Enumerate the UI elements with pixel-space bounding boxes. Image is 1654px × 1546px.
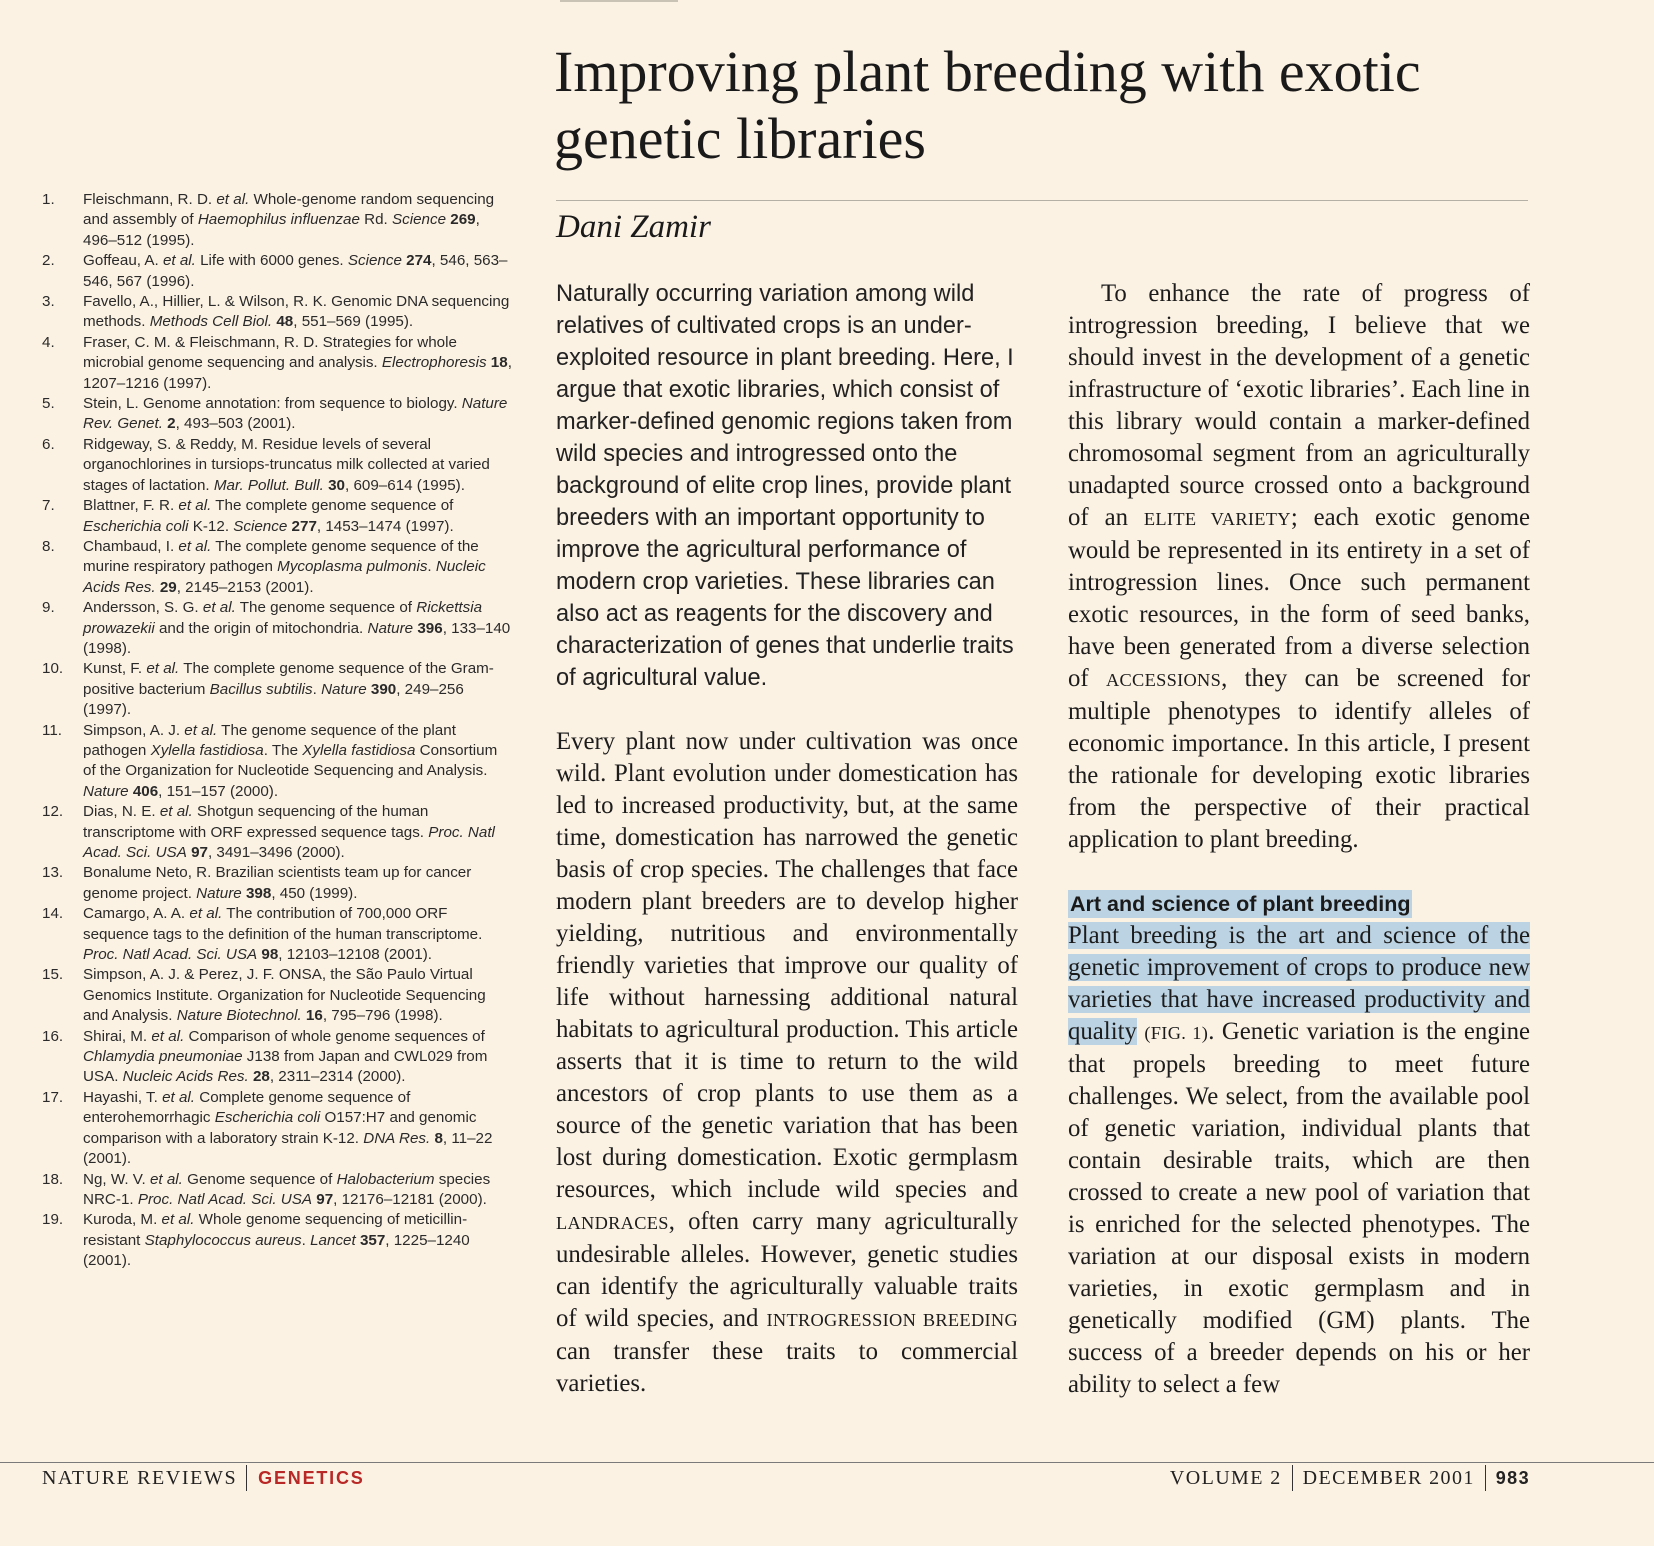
reference-text: Mar. Pollut. Bull. (213, 476, 324, 494)
reference-text: 269 (450, 211, 476, 229)
reference-text: 357 (359, 1231, 386, 1249)
reference-text: 398 (245, 884, 272, 902)
footer-page-number: 983 (1495, 1468, 1530, 1488)
reference-text: The genome sequence of the plant pathogen (83, 721, 456, 759)
reference-text: Bacillus subtilis (209, 680, 313, 698)
reference-text: Nucleic Acids Res. (122, 1068, 249, 1086)
reference-text: The contribution of 700,000 ORF sequence tags to the definition of the human transcriptome. (83, 905, 483, 943)
reference-number: 18. (42, 1170, 64, 1188)
reference-text: Kuroda, M. (83, 1211, 162, 1229)
reference-number: 1. (42, 191, 55, 208)
reference-text: Proc. Natl Acad. Sci. USA (83, 946, 258, 964)
reference-text: Blattner, F. R. (83, 497, 179, 515)
reference-text: et al. (159, 803, 193, 821)
figure-reference-link[interactable]: (FIG. 1) (1144, 1023, 1209, 1043)
reference-text: 97 (316, 1190, 334, 1208)
reference-text: Goffeau, A. (83, 252, 163, 270)
footer-journal-name: NATURE REVIEWS (42, 1467, 238, 1489)
footer-volume: VOLUME 2 (1169, 1467, 1282, 1489)
reference-item (42, 1210, 512, 1271)
reference-text: , 1225–1240 (2001). (83, 1231, 470, 1270)
reference-item (42, 333, 512, 394)
reference-number: 3. (42, 293, 55, 311)
reference-text: , 2311–2314 (2000). (269, 1068, 406, 1086)
reference-text: 274 (406, 252, 432, 270)
reference-item (42, 394, 512, 435)
reference-number: 12. (42, 803, 64, 821)
glossary-term-landraces[interactable]: LANDRACES (556, 1213, 669, 1233)
reference-text: , 546, 563–546, 567 (1996). (83, 252, 508, 290)
reference-text: , 496–512 (1995). (83, 211, 480, 249)
reference-text: , 609–614 (1995). (345, 476, 465, 494)
reference-text: Comparison of whole genome sequences of (184, 1027, 485, 1045)
reference-number: 9. (42, 599, 55, 617)
highlighted-text[interactable]: Plant breeding is the art and science of the genetic improvement of crops to produce new varieties that have increased productivity and quality (1068, 922, 1530, 1045)
reference-text: Fraser, C. M. & Fleischmann, R. D. Strategies for whole microbial genome sequencing and analysis. (83, 333, 457, 372)
reference-text: Nature (367, 619, 414, 637)
reference-text: 29 (159, 578, 177, 596)
reference-number: 4. (42, 333, 55, 351)
reference-text: Ng, W. V. (83, 1170, 150, 1188)
reference-text: 277 (291, 517, 317, 535)
reference-item (42, 721, 512, 803)
body-text: To enhance the rate of progress of introgression breeding, I believe that we should invest in the development of a genetic infrastructure of ‘exotic libraries’. Each line in this library would contain a marker-defined chromosomal segment from an agriculturally unadapted source crossed onto a background of an (1068, 280, 1530, 531)
reference-text: Lancet (310, 1231, 356, 1249)
reference-text: Mycoplasma pulmonis (277, 558, 428, 576)
reference-text: K-12. (188, 517, 234, 535)
reference-item (42, 863, 512, 904)
title-divider (556, 200, 1528, 201)
reference-text: Dias, N. E. (83, 803, 160, 821)
reference-item (42, 496, 512, 537)
reference-text: species NRC-1. (83, 1170, 491, 1208)
reference-text: Kunst, F. (83, 660, 147, 678)
glossary-term-elite-variety[interactable]: ELITE VARIETY (1143, 509, 1291, 529)
article-author: Dani Zamir (556, 209, 711, 245)
reference-item (42, 802, 512, 863)
reference-text: Chambaud, I. (83, 537, 179, 555)
reference-text: Whole genome sequencing of meticillin-resistant (83, 1211, 468, 1249)
reference-text: Escherichia coli (83, 517, 189, 535)
reference-text: Proc. Natl Acad. Sci. USA (137, 1190, 313, 1208)
reference-item (42, 1170, 512, 1211)
reference-text: The genome sequence of (235, 599, 417, 617)
reference-text: , 12103–12108 (2001). (278, 946, 432, 964)
reference-text: The complete genome sequence of the murine respiratory pathogen (83, 537, 479, 576)
reference-number: 14. (42, 905, 64, 923)
footer-separator (1292, 1465, 1293, 1491)
reference-text: 98 (261, 946, 279, 964)
reference-text: 48 (276, 313, 294, 331)
reference-text: et al. (146, 660, 180, 678)
reference-number: 17. (42, 1088, 64, 1106)
reference-text: 396 (417, 619, 443, 637)
reference-text: Ridgeway, S. & Reddy, M. Residue levels of several organochlorines in tursiops-truncatus milk collected at varied stages of lactation. (83, 435, 490, 494)
reference-text: The complete genome sequence of (211, 497, 454, 515)
reference-text: 18 (490, 354, 508, 372)
reference-number: 15. (42, 966, 64, 984)
footer-section-name: GENETICS (258, 1468, 365, 1488)
article-title: Improving plant breeding with exotic genetic libraries (554, 39, 1421, 171)
body-column-right-section (1068, 920, 1530, 1401)
reference-text: et al. (178, 537, 212, 555)
reference-text: Methods Cell Biol. (149, 313, 273, 331)
reference-item (42, 435, 512, 496)
reference-text: et al. (151, 1027, 185, 1045)
reference-text: 28 (252, 1068, 270, 1086)
reference-text: Rickettsia prowazekii (83, 599, 483, 637)
reference-text: 390 (370, 680, 397, 698)
reference-text: Halobacterium (336, 1170, 435, 1188)
reference-text: Hayashi, T. (83, 1088, 163, 1106)
footer-separator (1485, 1465, 1486, 1491)
reference-text: . (427, 558, 436, 576)
reference-item (42, 292, 512, 333)
reference-text: . The (263, 741, 303, 759)
reference-text: et al. (149, 1170, 183, 1188)
reference-number: 6. (42, 435, 55, 453)
reference-text: Science (233, 517, 288, 535)
reference-text: DNA Res. (363, 1129, 431, 1147)
glossary-term-introgression-breeding[interactable]: INTROGRESSION BREEDING (766, 1310, 1018, 1330)
reference-text: et al. (162, 1088, 196, 1106)
reference-text: Andersson, S. G. (83, 599, 203, 617)
body-text: Every plant now under cultivation was once wild. Plant evolution under domestication has led to increased productivity, but, at the same time, domestication has narrowed the genetic basis of crop species. The challenges that face modern plant breeders are to develop higher yielding, nutritious and environmentally friendly varieties that improve our quality of life without harnessing additional natural habitats to agricultural production. This article asserts that it is time to return to the wild ancestors of crop plants to use them as a source of the genetic variation that has been lost during domestication. Exotic germplasm resources, which include wild species and (556, 728, 1018, 1203)
reference-item (42, 598, 512, 659)
reference-text: et al. (189, 905, 223, 923)
reference-text: 30 (328, 476, 346, 494)
reference-text: 2 (167, 415, 176, 433)
reference-text: . (301, 1231, 311, 1249)
reference-text: 406 (132, 782, 159, 800)
reference-text: Nature (83, 782, 129, 800)
body-text: , they can be screened for multiple phenotypes to identify alleles of economic importance. In this article, I present the rationale for developing exotic libraries from the perspective of their practical application to plant breeding. (1068, 665, 1530, 853)
footer-divider (0, 1462, 1654, 1463)
body-text: . Genetic variation is the engine that propels breeding to meet future challenges. We select, from the available pool of genetic variation, individual plants that contain desirable traits, which are then crossed to create a new pool of variation that is enriched for the selected phenotypes. The variation at our disposal exists in modern varieties, in exotic germplasm and in genetically modified (GM) plants. The success of a breeder depends on his or her ability to select a few (1068, 1018, 1530, 1398)
reference-item (42, 537, 512, 598)
reference-text: . (312, 680, 322, 698)
reference-number: 11. (42, 721, 62, 739)
reference-text: , 11–22 (2001). (83, 1129, 493, 1168)
reference-text: 97 (191, 844, 208, 861)
reference-text: Shirai, M. (83, 1027, 152, 1045)
reference-number: 16. (42, 1027, 64, 1045)
reference-text: , 795–796 (1998). (322, 1007, 443, 1025)
reference-item (42, 1027, 512, 1088)
reference-text: Escherichia coli (214, 1109, 321, 1127)
reference-text: Nucleic Acids Res. (83, 558, 486, 596)
reference-item (42, 965, 512, 1026)
reference-number: 10. (42, 660, 64, 678)
body-text: , often carry many agriculturally undesirable alleles. However, genetic studies can identify the agriculturally valuable traits of wild species, and (556, 1208, 1018, 1332)
reference-text: et al. (184, 721, 218, 739)
reference-text: , 12176–12181 (2000). (333, 1190, 487, 1208)
reference-text: The complete genome sequence of the Gram-positive bacterium (83, 660, 494, 698)
reference-text: et al. (161, 1211, 195, 1229)
article-abstract: Naturally occurring variation among wild relatives of cultivated crops is an under-exploited resource in plant breeding. Here, I argue that exotic libraries, which consist of marker-defined genomic regions taken from wild species and introgressed onto the background of elite crop lines, provide plant breeders with an important opportunity to improve the agricultural performance of modern crop varieties. These libraries can also act as reagents for the discovery and characterization of genes that underlie traits of agricultural value. (556, 281, 1014, 691)
reference-text: Proc. Natl Acad. Sci. USA (83, 823, 495, 861)
reference-text: Favello, A., Hillier, L. & Wilson, R. K. Genomic DNA sequencing methods. (83, 293, 510, 331)
reference-text: , 551–569 (1995). (293, 313, 414, 331)
reference-text: and the origin of mitochondria. (154, 619, 368, 637)
reference-text: Haemophilus influenzae (197, 211, 360, 229)
reference-text: Bonalume Neto, R. Brazilian scientists team up for cancer genome project. (83, 864, 472, 902)
reference-text: Genome sequence of (182, 1170, 337, 1188)
top-rule-mark (560, 0, 678, 2)
reference-item (42, 1088, 512, 1170)
reference-text: Complete genome sequence of enterohemorrhagic (83, 1088, 411, 1127)
reference-text: et al. (216, 191, 250, 208)
reference-text: Xylella fastidiosa (150, 741, 264, 759)
reference-text: et al. (162, 252, 196, 270)
reference-text: Consortium of the Organization for Nucleotide Sequencing and Analysis. (83, 741, 498, 780)
reference-text: et al. (202, 599, 236, 617)
reference-text: Simpson, A. J. (83, 721, 185, 739)
reference-text: Chlamydia pneumoniae (83, 1048, 243, 1066)
reference-text: 8 (434, 1129, 443, 1147)
reference-text: , 1453–1474 (1997). (316, 517, 454, 535)
reference-text: Staphylococcus aureus (144, 1231, 302, 1249)
body-text: can transfer these traits to commercial varieties. (556, 1338, 1018, 1397)
reference-text: Shotgun sequencing of the human transcriptome with ORF expressed sequence tags. (83, 803, 429, 841)
reference-text: et al. (178, 497, 212, 515)
reference-item (42, 190, 512, 251)
reference-text: , 133–140 (1998). (83, 619, 511, 657)
footer-date: DECEMBER 2001 (1302, 1467, 1475, 1489)
reference-text: Rd. (359, 211, 392, 229)
reference-text: Nature (196, 884, 242, 902)
reference-text: Simpson, A. J. & Perez, J. F. ONSA, the São Paulo Virtual Genomics Institute. Organization for Nucleotide Sequencing and Analysis. (83, 966, 486, 1025)
reference-text: Xylella fastidiosa (302, 741, 416, 759)
reference-text: Nature Biotechnol. (176, 1007, 302, 1025)
reference-text: Fleischmann, R. D. (83, 191, 217, 208)
reference-text: Life with 6000 genes. (195, 252, 348, 270)
body-text: ; each exotic genome would be represented in its entirety in a set of introgression lines. Once such permanent exotic resources, in the form of seed banks, have been generated from a diverse selection of (1068, 504, 1530, 692)
reference-number: 5. (42, 395, 55, 413)
reference-list (42, 190, 512, 1272)
reference-number: 19. (42, 1211, 64, 1229)
reference-number: 2. (42, 252, 55, 270)
reference-text: O157:H7 and genomic comparison with a laboratory strain K-12. (83, 1109, 477, 1147)
glossary-term-accessions[interactable]: ACCESSIONS (1105, 670, 1222, 690)
body-column-middle (556, 726, 1018, 1400)
reference-number: 8. (42, 537, 55, 555)
reference-text: , 151–157 (2000). (158, 782, 279, 800)
section-heading: Art and science of plant breeding (1070, 892, 1411, 916)
footer-issue-block (1170, 1464, 1530, 1492)
reference-text: 16 (305, 1007, 323, 1025)
reference-text: Nature Rev. Genet. (83, 395, 508, 433)
reference-number: 7. (42, 497, 55, 515)
reference-text: , 450 (1999). (271, 884, 358, 902)
reference-text: Science (392, 211, 447, 229)
reference-item (42, 904, 512, 965)
reference-text: Stein, L. Genome annotation: from sequence to biology. (83, 395, 462, 413)
reference-text: , 249–256 (1997). (83, 680, 464, 719)
reference-number: 13. (42, 864, 64, 882)
reference-text: J138 from Japan and CWL029 from USA. (83, 1048, 488, 1086)
body-column-right-intro (1068, 278, 1530, 856)
reference-text: , 493–503 (2001). (175, 415, 296, 433)
reference-text: , 2145–2153 (2001). (176, 578, 314, 596)
reference-text: Whole-genome random sequencing and assembly of (83, 191, 495, 229)
reference-text: Camargo, A. A. (83, 905, 190, 923)
reference-item (42, 659, 512, 720)
reference-text: , 1207–1216 (1997). (83, 354, 512, 392)
reference-item (42, 251, 512, 292)
reference-text: Electrophoresis (381, 354, 487, 372)
reference-text: Nature (321, 680, 367, 698)
reference-text: , 3491–3496 (2000). (207, 844, 345, 861)
footer-journal-block (42, 1464, 365, 1492)
reference-text: Science (347, 252, 402, 270)
